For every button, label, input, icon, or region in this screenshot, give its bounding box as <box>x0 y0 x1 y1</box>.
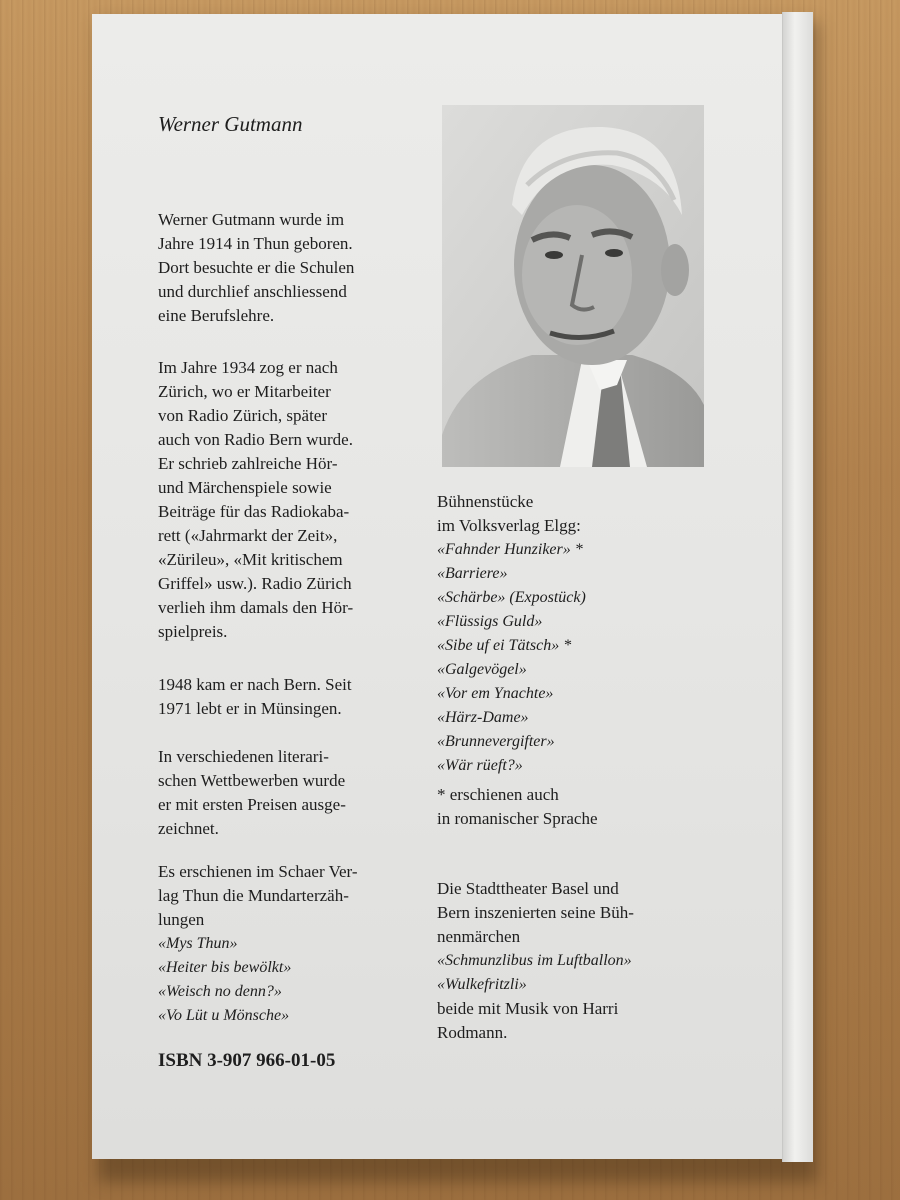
bio-line: von Radio Zürich, später <box>158 406 328 425</box>
stage-title: «Flüssigs Guld» <box>437 613 543 630</box>
author-portrait-illustration <box>442 105 704 467</box>
theater-closing-line: beide mit Musik von Harri <box>437 999 619 1018</box>
stage-heading-line: Bühnenstücke <box>437 492 534 511</box>
bio-paragraph-3 <box>158 673 408 721</box>
bio-line: er mit ersten Preisen ausge- <box>158 795 346 814</box>
theater-title-list <box>437 949 690 997</box>
schaer-title: «Mys Thun» <box>158 935 238 952</box>
bio-line: zeichnet. <box>158 819 219 838</box>
stage-title: «Wär rüeft?» <box>437 757 523 774</box>
stage-note-line: * erschienen auch <box>437 785 559 804</box>
stage-title: «Brunnevergifter» <box>437 733 555 750</box>
stage-note-line: in romanischer Sprache <box>437 809 598 828</box>
bio-line: und durchlief anschliessend <box>158 282 347 301</box>
bio-line: Zürich, wo er Mitarbeiter <box>158 382 331 401</box>
bio-line: «Zürileu», «Mit kritischem <box>158 550 343 569</box>
theater-paragraph <box>437 877 690 949</box>
stage-title: «Fahnder Hunziker» * <box>437 541 583 558</box>
bio-line: Es erschienen im Schaer Ver- <box>158 862 358 881</box>
stage-title: «Barriere» <box>437 565 508 582</box>
bio-line: Beiträge für das Radiokaba- <box>158 502 350 521</box>
bio-line: spielpreis. <box>158 622 228 641</box>
bio-line: schen Wettbewerben wurde <box>158 771 346 790</box>
theater-closing-line: Rodmann. <box>437 1023 508 1042</box>
bio-line: Werner Gutmann wurde im <box>158 210 345 229</box>
bio-line: Er schrieb zahlreiche Hör- <box>158 454 338 473</box>
schaer-title-list <box>158 932 408 1028</box>
bio-line: Jahre 1914 in Thun geboren. <box>158 234 353 253</box>
bio-line: 1948 kam er nach Bern. Seit <box>158 675 352 694</box>
theater-title: «Schmunzlibus im Luftballon» <box>437 952 632 969</box>
author-heading: Werner Gutmann <box>158 112 303 136</box>
bio-paragraph-4 <box>158 745 408 841</box>
bio-line: verlieh ihm damals den Hör- <box>158 598 354 617</box>
bio-line: und Märchenspiele sowie <box>158 478 332 497</box>
book-spine <box>782 12 813 1162</box>
author-photo <box>442 105 704 467</box>
isbn-number: ISBN 3-907 966-01-05 <box>158 1050 336 1071</box>
stage-title: «Schärbe» (Expostück) <box>437 589 586 606</box>
bio-line: eine Berufslehre. <box>158 306 275 325</box>
stage-title: «Härz-Dame» <box>437 709 529 726</box>
stage-title: «Vor em Ynachte» <box>437 685 554 702</box>
theater-closing <box>437 997 690 1045</box>
bio-line: Dort besuchte er die Schulen <box>158 258 355 277</box>
schaer-title: «Weisch no denn?» <box>158 983 282 1000</box>
bio-line: Griffel» usw.). Radio Zürich <box>158 574 352 593</box>
theater-line: Die Stadttheater Basel und <box>437 879 619 898</box>
stage-plays-heading <box>437 490 690 538</box>
stage-title: «Sibe uf ei Tätsch» * <box>437 637 572 654</box>
theater-line: nenmärchen <box>437 927 521 946</box>
theater-title: «Wulkefritzli» <box>437 976 527 993</box>
stage-title: «Galgevögel» <box>437 661 527 678</box>
bio-line: In verschiedenen literari- <box>158 747 329 766</box>
bio-paragraph-1 <box>158 208 408 328</box>
stage-heading-line: im Volksverlag Elgg: <box>437 516 581 535</box>
bio-line: Im Jahre 1934 zog er nach <box>158 358 338 377</box>
bio-line: auch von Radio Bern wurde. <box>158 430 353 449</box>
schaer-title: «Vo Lüt u Mönsche» <box>158 1007 290 1024</box>
bio-paragraph-2 <box>158 356 408 644</box>
stage-title-list <box>437 538 690 778</box>
bio-line: lag Thun die Mundarterzäh- <box>158 886 349 905</box>
bio-line: 1971 lebt er in Münsingen. <box>158 699 342 718</box>
bio-line: lungen <box>158 910 205 929</box>
bio-line: rett («Jahrmarkt der Zeit», <box>158 526 338 545</box>
schaer-title: «Heiter bis bewölkt» <box>158 959 292 976</box>
bio-paragraph-5 <box>158 860 408 932</box>
theater-line: Bern inszenierten seine Büh- <box>437 903 634 922</box>
stage-note <box>437 783 690 831</box>
